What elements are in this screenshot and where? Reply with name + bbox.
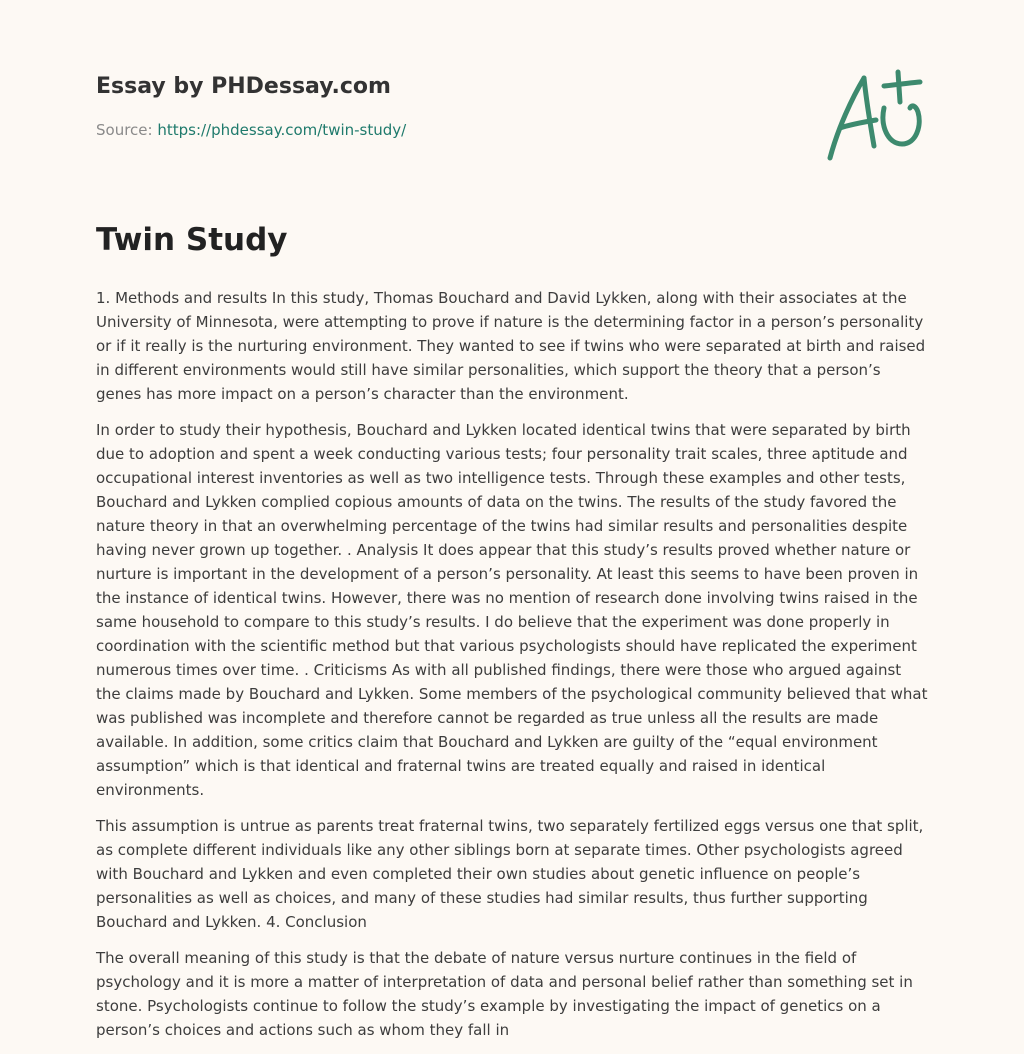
essay-header: [96, 74, 406, 139]
paragraph: The overall meaning of this study is that the debate of nature versus nurture continues in the field of psychology and it is more a matter of interpretation of data and personal belief rather than something set in stone. Psychologists continue to follow the study’s example by investigating the impact of genetics on a person’s choices and actions such as whom they fall in: [96, 949, 913, 1039]
source-label: Source:: [96, 121, 158, 139]
paragraph: 1. Methods and results In this study, Thomas Bouchard and David Lykken, along with their associates at the University of Minnesota, were attempting to prove if nature is the determining factor in a person’s personality or if it really is the nurturing environment. They wanted to see if twins who were separated at birth and raised in different environments would still have similar personalities, which support the theory that a person’s genes has more impact on a person’s character than the environment.: [96, 289, 926, 403]
paragraph: This assumption is untrue as parents treat fraternal twins, two separately fertilized eggs versus one that split, as complete different individuals like any other siblings born at separate times. Other psychologists agreed with Bouchard and Lykken and even completed their own studies about genetic influence on people’s personalities as well as choices, and many of these studies had similar results, thus further supporting Bouchard and Lykken. 4. Conclusion: [96, 817, 924, 931]
essay-body: [96, 286, 930, 1054]
a-plus-logo-icon: [822, 68, 928, 164]
paragraph: In order to study their hypothesis, Bouchard and Lykken located identical twins that were separated by birth due to adoption and spent a week conducting various tests; four personality trait scales, three aptitude and occupational interest inventories as well as two intelligence tests. Through these examples and other tests, Bouchard and Lykken complied copious amounts of data on the twins. The results of the study favored the nature theory in that an overwhelming percentage of the twins had similar results and personalities despite having never grown up together. . Analysis It does appear that this study’s results proved whether nature or nurture is important in the development of a person’s personality. At least this seems to have been proven in the instance of identical twins. However, there was no mention of research done involving twins raised in the same household to compare to this study’s results. I do believe that the experiment was done properly in coordination with the scientific method but that various psychologists should have replicated the experiment numerous times over time. . Criticisms As with all published findings, there were those who argued against the claims made by Bouchard and Lykken. Some members of the psychological community believed that what was published was incomplete and therefore cannot be regarded as true unless all the results are made available. In addition, some critics claim that Bouchard and Lykken are guilty of the “equal environment assumption” which is that identical and fraternal twins are treated equally and raised in identical environments.: [96, 421, 928, 799]
site-title: Essay by PHDessay.com: [96, 74, 391, 99]
source-line: [96, 121, 406, 139]
essay-title: Twin Study: [96, 222, 288, 258]
source-link[interactable]: https://phdessay.com/twin-study/: [157, 121, 407, 139]
